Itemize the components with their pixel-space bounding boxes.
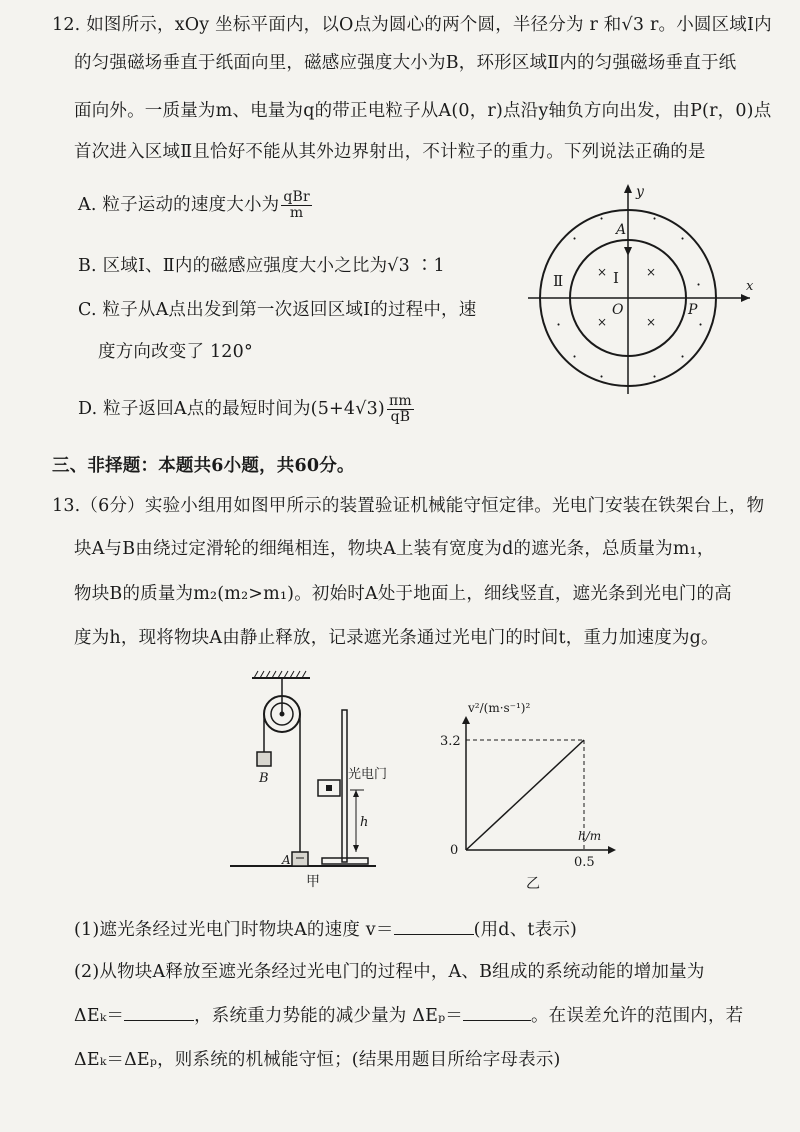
origin-label: 0 xyxy=(450,843,459,858)
origin-label: O xyxy=(612,302,624,318)
q13-line-4: 度为h，现将物块A由静止释放，记录遮光条通过光电门的时间t，重力加速度为g。 xyxy=(74,628,719,648)
dot-mark: · xyxy=(680,347,686,366)
block-a-label: A xyxy=(282,853,291,867)
dot-mark: · xyxy=(572,347,578,366)
x-axis-arrow xyxy=(608,846,616,854)
dot-mark: · xyxy=(599,367,605,386)
option-d-fraction xyxy=(387,394,414,425)
delta-ep-text: ，系统重力势能的减少量为 ΔEₚ＝ xyxy=(194,1006,463,1026)
dot-mark: · xyxy=(572,229,578,248)
dot-mark: · xyxy=(556,315,562,334)
x-axis-label: x xyxy=(746,279,754,294)
cross-mark: × xyxy=(597,315,608,329)
q12-option-b: B. 区域Ⅰ、Ⅱ内的磁感应强度大小之比为√3 ∶1 xyxy=(78,256,445,276)
y-axis-arrow xyxy=(624,184,632,193)
q13-sub-2-line-2 xyxy=(74,1002,743,1027)
q13-sub-2-line-1: (2)从物块A释放至遮光条经过光电门的过程中，A、B组成的系统动能的增加量为 xyxy=(74,962,705,982)
cross-mark: × xyxy=(646,265,657,279)
height-label: h xyxy=(360,815,369,830)
region-ii-label: Ⅱ xyxy=(553,272,564,290)
block-b xyxy=(257,752,271,766)
q12-line-4: 首次进入区域Ⅱ且恰好不能从其外边界射出，不计粒子的重力。下列说法正确的是 xyxy=(74,142,706,162)
sub1-text: (1)遮光条经过光电门时物块A的速度 v＝ xyxy=(74,920,394,940)
cross-mark: × xyxy=(646,315,657,329)
q13-line-3: 物块B的质量为m₂(m₂>m₁)。初始时A处于地面上，细线竖直，遮光条到光电门的高 xyxy=(74,584,732,604)
photogate-sensor xyxy=(326,785,332,791)
option-d-denominator: qB xyxy=(390,409,411,425)
data-line xyxy=(466,740,584,850)
dot-mark: · xyxy=(652,209,658,228)
q12-line-3: 面向外。一质量为m、电量为q的带正电粒子从A(0，r)点沿y轴负方向出发，由P(r，0)点 xyxy=(74,101,772,121)
q12-line-2: 的匀强磁场垂直于纸面向里，磁感应强度大小为B，环形区域Ⅱ内的匀强磁场垂直于纸 xyxy=(74,53,737,73)
point-a-label: A xyxy=(616,222,627,238)
q12-option-d xyxy=(78,394,416,425)
y-axis-arrow xyxy=(462,716,470,724)
option-a-fraction xyxy=(281,190,312,221)
dot-mark: · xyxy=(680,229,686,248)
x-axis-arrow xyxy=(741,294,750,302)
option-a-text: A. 粒子运动的速度大小为 xyxy=(78,195,280,215)
answer-blank-velocity[interactable] xyxy=(394,918,474,935)
q12-option-c-line-1: C. 粒子从A点出发到第一次返回区域Ⅰ的过程中，速 xyxy=(78,300,477,320)
x-axis-label: h/m xyxy=(578,829,602,843)
figure-yi-caption: 乙 xyxy=(526,876,540,892)
delta-ek-label: ΔEₖ＝ xyxy=(74,1006,125,1026)
option-a-denominator: m xyxy=(289,205,304,221)
sub2-tail-text: 。在误差允许的范围内，若 xyxy=(530,1006,744,1026)
dot-mark: · xyxy=(698,315,704,334)
ceiling-hatching xyxy=(254,671,306,678)
region-i-label: Ⅰ xyxy=(613,269,619,287)
section-3-heading: 三、非择题：本题共6小题，共60分。 xyxy=(52,456,355,476)
option-d-numerator: πm xyxy=(388,393,412,409)
block-a xyxy=(292,852,308,866)
dimension-arrow-down xyxy=(353,845,359,852)
x-tick-label: 0.5 xyxy=(574,855,595,870)
dot-mark: · xyxy=(696,275,702,294)
pulley-axle xyxy=(280,712,285,717)
point-p-label: P xyxy=(688,302,698,318)
y-axis-label: v²/(m·s⁻¹)² xyxy=(468,701,531,715)
q13-sub-2-line-3: ΔEₖ＝ΔEₚ，则系统的机械能守恒；(结果用题目所给字母表示) xyxy=(74,1050,561,1070)
iron-stand-base xyxy=(322,858,368,864)
answer-blank-delta-ek[interactable] xyxy=(124,1004,194,1021)
q12-magnetic-field-figure xyxy=(528,180,760,402)
apparatus-figure-jia xyxy=(226,668,402,890)
option-d-text: D. 粒子返回A点的最短时间为(5+4√3) xyxy=(78,399,385,419)
q13-sub-1 xyxy=(74,916,577,941)
velocity-arrow-a xyxy=(624,247,632,256)
option-a-numerator: qBr xyxy=(283,189,310,205)
answer-blank-delta-ep[interactable] xyxy=(463,1004,531,1021)
iron-stand-pole xyxy=(342,710,347,862)
dimension-arrow-up xyxy=(353,790,359,797)
v2-h-graph-yi xyxy=(438,700,618,892)
dot-mark: · xyxy=(652,367,658,386)
figure-jia-caption: 甲 xyxy=(306,874,320,890)
q13-line-1: 13.（6分）实验小组用如图甲所示的装置验证机械能守恒定律。光电门安装在铁架台上，物 xyxy=(52,496,765,516)
photogate-label: 光电门 xyxy=(348,767,388,782)
sub1-hint: (用d、t表示) xyxy=(473,920,578,940)
y-axis-label: y xyxy=(636,184,644,200)
y-tick-label: 3.2 xyxy=(440,734,461,749)
dot-mark: · xyxy=(599,209,605,228)
q13-line-2: 块A与B由绕过定滑轮的细绳相连，物块A上装有宽度为d的遮光条，总质量为m₁， xyxy=(74,539,715,559)
q12-line-1: 12. 如图所示，xOy 坐标平面内，以O点为圆心的两个圆，半径分为 r 和√3 r。小圆区域Ⅰ内 xyxy=(52,15,772,35)
q12-option-c-line-2: 度方向改变了 120° xyxy=(98,342,253,362)
cross-mark: × xyxy=(597,265,608,279)
q12-option-a xyxy=(78,190,314,221)
block-b-label: B xyxy=(259,771,269,786)
